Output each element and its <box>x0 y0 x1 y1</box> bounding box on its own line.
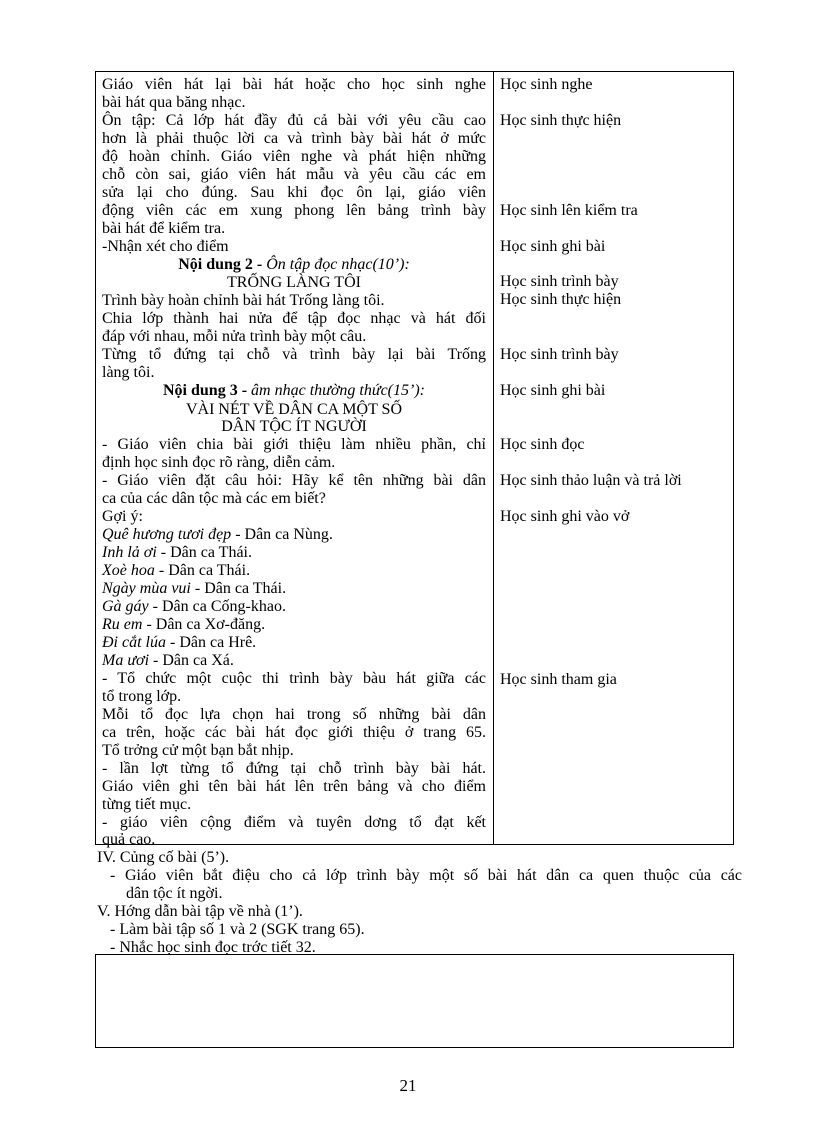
song-name: Quê hương tươi đẹp <box>102 526 232 543</box>
left-line: Chia lớp thành hai nửa để tập đọc nhạc và hát đối <box>102 310 486 327</box>
section-iv-item-cont: dân tộc ít ngời. <box>126 885 223 902</box>
left-line: bài hát qua băng nhạc. <box>102 94 246 111</box>
student-activity: Học sinh lên kiểm tra <box>500 202 638 219</box>
left-line: - Giáo viên chia bài giới thiệu làm nhiều phần, chỉ <box>102 436 486 453</box>
song-name: Ma ươi <box>102 652 150 669</box>
left-line: -Nhận xét cho điểm <box>102 238 229 255</box>
left-line: động viên các em xung phong lên bảng trình bày <box>102 202 486 219</box>
song-name: Ru em <box>102 616 143 633</box>
left-line: Gợi ý: <box>102 508 143 525</box>
left-line: đáp với nhau, mỗi nửa trình bày một câu. <box>102 328 367 345</box>
left-line: Tổ trởng cử một bạn bắt nhịp. <box>102 742 294 759</box>
left-line: Từng tổ đứng tại chỗ và trình bày lại bài Trống <box>102 346 486 363</box>
section-title: DÂN TỘC ÍT NGƯỜI <box>221 418 367 435</box>
left-line: - giáo viên cộng điểm và tuyên dơng tổ đạt kết <box>102 814 486 831</box>
left-line: ca trên, hoặc các bài hát đọc giới thiệu ở trang 65. <box>102 724 486 741</box>
left-line: Ôn tập: Cả lớp hát đầy đủ cả bài với yêu cầu cao <box>102 112 486 129</box>
song-origin: - Dân ca Hrê. <box>166 634 257 651</box>
left-line: Giáo viên hát lại bài hát hoặc cho học sinh nghe <box>102 76 486 93</box>
song-origin: - Dân ca Thái. <box>154 562 251 579</box>
section-iv-item: - Giáo viên bắt điệu cho cả lớp trình bày một số bài hát dân ca quen thuộc của các <box>110 867 742 884</box>
song-name: Inh lả ơi <box>102 544 157 561</box>
student-activity: Học sinh đọc <box>500 436 585 453</box>
folk-song-item <box>102 598 486 616</box>
student-activity: Học sinh nghe <box>500 76 593 93</box>
folk-song-item <box>102 652 486 670</box>
section-iv-heading: IV. Củng cố bài (5’). <box>97 849 230 866</box>
song-name: Xoè hoa <box>102 562 155 579</box>
student-activity: Học sinh ghi bài <box>500 238 606 255</box>
folk-song-item <box>102 634 486 652</box>
student-activity: Học sinh ghi bài <box>500 382 606 399</box>
left-line: chỗ còn sai, giáo viên hát mẫu và yêu cầu các em <box>102 166 486 183</box>
student-activity: Học sinh trình bày <box>500 273 619 290</box>
left-line: độ hoàn chỉnh. Giáo viên nghe và phát hiện những <box>102 148 486 165</box>
folk-song-item <box>102 616 486 634</box>
left-line: ca của các dân tộc mà các em biết? <box>102 490 326 507</box>
heading-topic: âm nhạc thường thức <box>251 382 388 399</box>
folk-song-item <box>102 562 486 580</box>
student-activity: Học sinh trình bày <box>500 346 619 363</box>
heading-time: (10’): <box>372 256 410 273</box>
left-line: Mỗi tổ đọc lựa chọn hai trong số những bài dân <box>102 706 486 723</box>
left-line: hơn là phải thuộc lời ca và trình bày bài hát ở mức <box>102 130 486 147</box>
song-origin: - Dân ca Nùng. <box>231 526 333 543</box>
folk-song-item <box>102 580 486 598</box>
student-activity: Học sinh thực hiện <box>500 112 622 129</box>
left-line: - lần lợt từng tổ đứng tại chỗ trình bày bài hát. <box>102 760 486 777</box>
song-origin: - Dân ca Thái. <box>190 580 287 597</box>
student-activity: Học sinh thảo luận và trả lời <box>500 472 682 489</box>
student-activity: Học sinh thực hiện <box>500 291 622 308</box>
left-line: - Giáo viên đặt câu hỏi: Hãy kể tên những bài dân <box>102 472 486 489</box>
left-line: sửa lại cho đúng. Sau khi đọc ôn lại, giáo viên <box>102 184 486 201</box>
left-line: từng tiết mục. <box>102 796 192 813</box>
song-name: Đi cắt lúa <box>102 634 166 651</box>
heading-label: Nội dung 2 - <box>178 256 267 273</box>
heading-label: Nội dung 3 - <box>163 382 252 399</box>
left-line: làng tôi. <box>102 364 155 381</box>
left-line: định học sinh đọc rõ ràng, diễn cảm. <box>102 454 336 471</box>
left-line: bài hát để kiểm tra. <box>102 220 226 237</box>
notes-box <box>95 954 734 1048</box>
song-origin: - Dân ca Thái. <box>156 544 252 561</box>
section-v-heading: V. Hớng dẫn bài tập về nhà (1’). <box>97 903 303 920</box>
section-v-item: - Làm bài tập số 1 và 2 (SGK trang 65). <box>110 921 365 938</box>
left-line: Trình bày hoàn chỉnh bài hát Trống làng tôi. <box>102 292 385 309</box>
song-name: Ngày mùa vui <box>102 580 191 597</box>
left-line: tổ trong lớp. <box>102 688 182 705</box>
page-number: 21 <box>399 1076 417 1095</box>
section-heading-2 <box>102 256 486 274</box>
song-origin: - Dân ca Xá. <box>149 652 234 669</box>
student-activity: Học sinh ghi vào vở <box>500 508 630 525</box>
left-line: quả cao. <box>102 831 156 848</box>
student-activity: Học sinh tham gia <box>500 671 617 688</box>
left-line: - Tổ chức một cuộc thi trình bày bàu hát giữa các <box>102 670 486 687</box>
heading-time: (15’): <box>387 382 425 399</box>
song-origin: - Dân ca Xơ-đăng. <box>142 616 266 633</box>
song-name: Gà gáy <box>102 598 149 615</box>
section-heading-3 <box>102 382 486 400</box>
column-divider <box>493 71 494 845</box>
section-v-item: - Nhắc học sinh đọc trớc tiết 32. <box>110 939 316 956</box>
section-title: VÀI NÉT VỀ DÂN CA MỘT SỐ <box>185 401 402 418</box>
folk-song-item <box>102 526 486 544</box>
song-origin: - Dân ca Cống-khao. <box>148 598 286 615</box>
left-line: Giáo viên ghi tên bài hát lên trên bảng và cho điểm <box>102 778 486 795</box>
heading-topic: Ôn tập đọc nhạc <box>266 256 373 273</box>
folk-song-item <box>102 544 486 562</box>
song-title: TRỐNG LÀNG TÔI <box>227 274 361 291</box>
